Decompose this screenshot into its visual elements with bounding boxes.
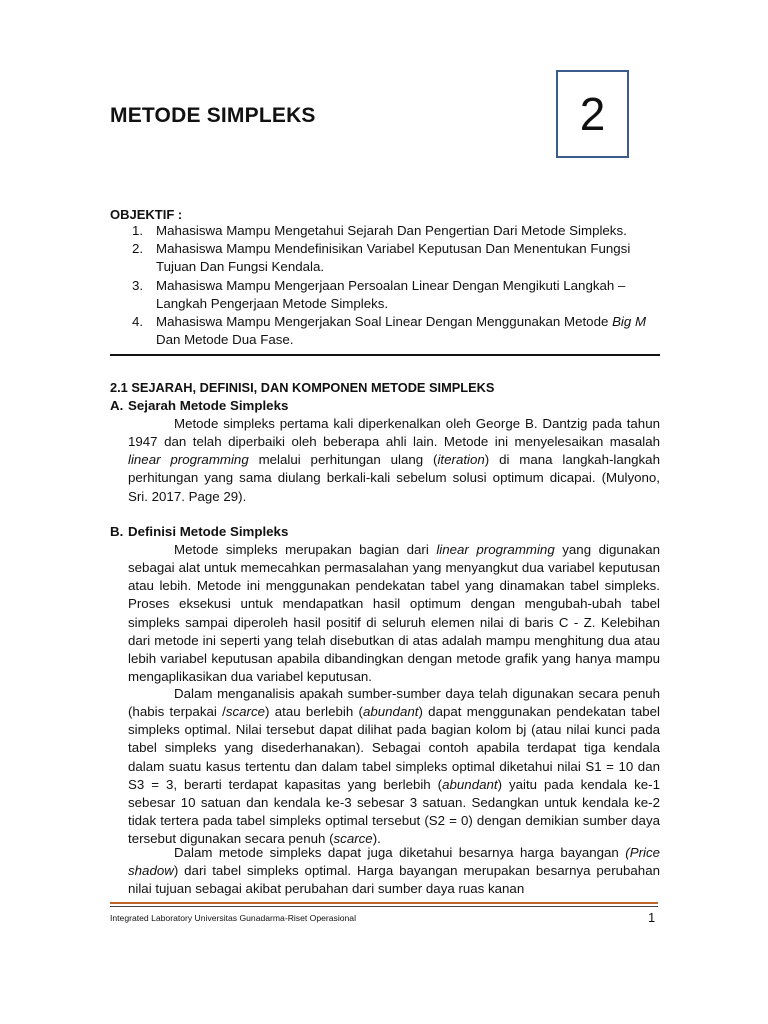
text-italic: linear programming (128, 452, 249, 468)
text-run: Dalam menganalisis apakah sumber-sumber daya telah digunakan secara penuh (habis terpakai / (128, 686, 660, 720)
list-item-number: 1. (132, 223, 144, 238)
list-item-text: Mahasiswa Mampu Mengerjaan Persoalan Linear Dengan Mengikuti Langkah – Langkah Pengerjaan Metode Simpleks. (156, 277, 626, 311)
list-item-text: Mahasiswa Mampu Mengetahui Sejarah Dan Pengertian Dari Metode Simpleks. (156, 223, 627, 238)
text-italic: linear programming (436, 542, 555, 557)
text-run: yang digunakan sebagai alat untuk memecahkan permasalahan yang menyangkut dua variabel keputusan atau lebih. Metode ini menggunakan pendekatan tabel yang dinamakan tabel simpleks. Proses eksekusi untuk mendapatkan hasil optimum dengan mengubah-ubah tabel simpleks sampai diperoleh hasil positif di seluruh elemen nilai di baris C - Z. Kelebihan dari metode ini seperti yang telah disebutkan di atas adalah mampu menghitung dua atau lebih variabel keputusan apabila dibandingkan dengan metode grafik yang hanya mampu mengaplikasikan dua variabel keputusan. (128, 542, 660, 685)
list-item-text: Mahasiswa Mampu Mendefinisikan Variabel Keputusan Dan Menentukan Fungsi Tujuan Dan Fungsi Kendala. (156, 241, 631, 275)
text-run: ) dapat menggunakan pendekatan tabel simpleks optimal. Nilai tersebut dapat dilihat pada bagian kolom bj (atau nilai kunci pada tabel simpleks yang disederhanakan). Sebagai contoh apabila terdapat tiga kendala dalam suatu kasus tertentu dan dalam tabel simpleks optimal diketahui nilai S1 = 10 dan S3 = 3, berarti terdapat kapasitas yang berlebih ( (128, 704, 660, 792)
text-run: Metode simpleks merupakan bagian dari (174, 542, 437, 557)
subsection-b-heading (110, 524, 288, 539)
text-run: ) yaitu pada kendala ke-1 sebesar 10 satuan dan kendala ke-3 sebesar 3 satuan. Sedangkan untuk kendala ke-2 tidak tertera pada tabel simpleks optimal tersebut (S2 = 0) dengan demikian sumber daya tersebut digunakan secara penuh ( (128, 776, 660, 847)
list-item (128, 222, 660, 240)
list-item-number: 2. (132, 241, 144, 257)
subsection-a-heading (110, 398, 288, 413)
footer-divider (110, 906, 658, 907)
section-divider (110, 354, 660, 356)
paragraph-history (128, 415, 660, 506)
paragraph-definition-1 (128, 541, 660, 686)
subsection-label: A. (110, 398, 124, 413)
text-italic: iteration (437, 452, 485, 468)
text-italic: (Price shadow (128, 845, 660, 879)
text-italic: abundant (442, 776, 498, 792)
subsection-title: Sejarah Metode Simpleks (128, 398, 289, 413)
objectives-list (128, 222, 660, 349)
list-item (128, 277, 660, 313)
page-number: 1 (648, 910, 656, 925)
subsection-label: B. (110, 524, 124, 539)
text-run: ). (372, 831, 381, 847)
list-item (128, 313, 660, 349)
list-item-text-italic: Big M (612, 314, 647, 330)
list-item-text-part: Dan Metode Dua Fase. (156, 332, 294, 348)
text-run: Metode simpleks pertama kali diperkenalkan oleh George B. Dantzig pada tahun 1947 dan telah diperbaiki oleh beberapa ahli lain. Metode ini menyelesaikan masalah (128, 416, 660, 450)
list-item-number: 3. (132, 277, 144, 293)
text-italic: scarce (225, 704, 265, 720)
footer-text: Integrated Laboratory Universitas Gunadarma-Riset Operasional (110, 913, 357, 923)
section-heading: 2.1 SEJARAH, DEFINISI, DAN KOMPONEN METODE SIMPLEKS (110, 380, 495, 395)
list-item-text (156, 314, 646, 347)
list-item-number: 4. (132, 314, 144, 330)
list-item (128, 240, 660, 276)
text-run: Dalam metode simpleks dapat juga diketahui besarnya harga bayangan (174, 845, 626, 860)
text-italic: abundant (362, 704, 419, 720)
text-run: melalui perhitungan ulang ( (248, 452, 438, 468)
paragraph-definition-2 (128, 685, 660, 848)
list-item-text-part: Mahasiswa Mampu Mengerjakan Soal Linear Dengan Menggunakan Metode (156, 314, 613, 330)
footer-divider-accent (110, 902, 658, 904)
text-run: ) atau berlebih ( (265, 704, 363, 720)
chapter-number-box (556, 70, 629, 158)
subsection-title: Definisi Metode Simpleks (128, 524, 289, 539)
text-italic: scarce (333, 831, 373, 847)
paragraph-definition-3 (128, 844, 660, 898)
text-run: ) di mana langkah-langkah perhitungan yang sama diulang berkali-kali sebelum solusi optimum dicapai. (Mulyono, Sri. 2017. Page 29). (128, 452, 660, 504)
chapter-number: 2 (579, 88, 606, 140)
text-run: ) dari tabel simpleks optimal. Harga bayangan merupakan besarnya perubahan nilai tujuan sebagai akibat perubahan dari sumber daya ruas kanan (128, 863, 660, 897)
objectives-label: OBJEKTIF : (110, 207, 183, 222)
page-title: METODE SIMPLEKS (110, 104, 316, 127)
